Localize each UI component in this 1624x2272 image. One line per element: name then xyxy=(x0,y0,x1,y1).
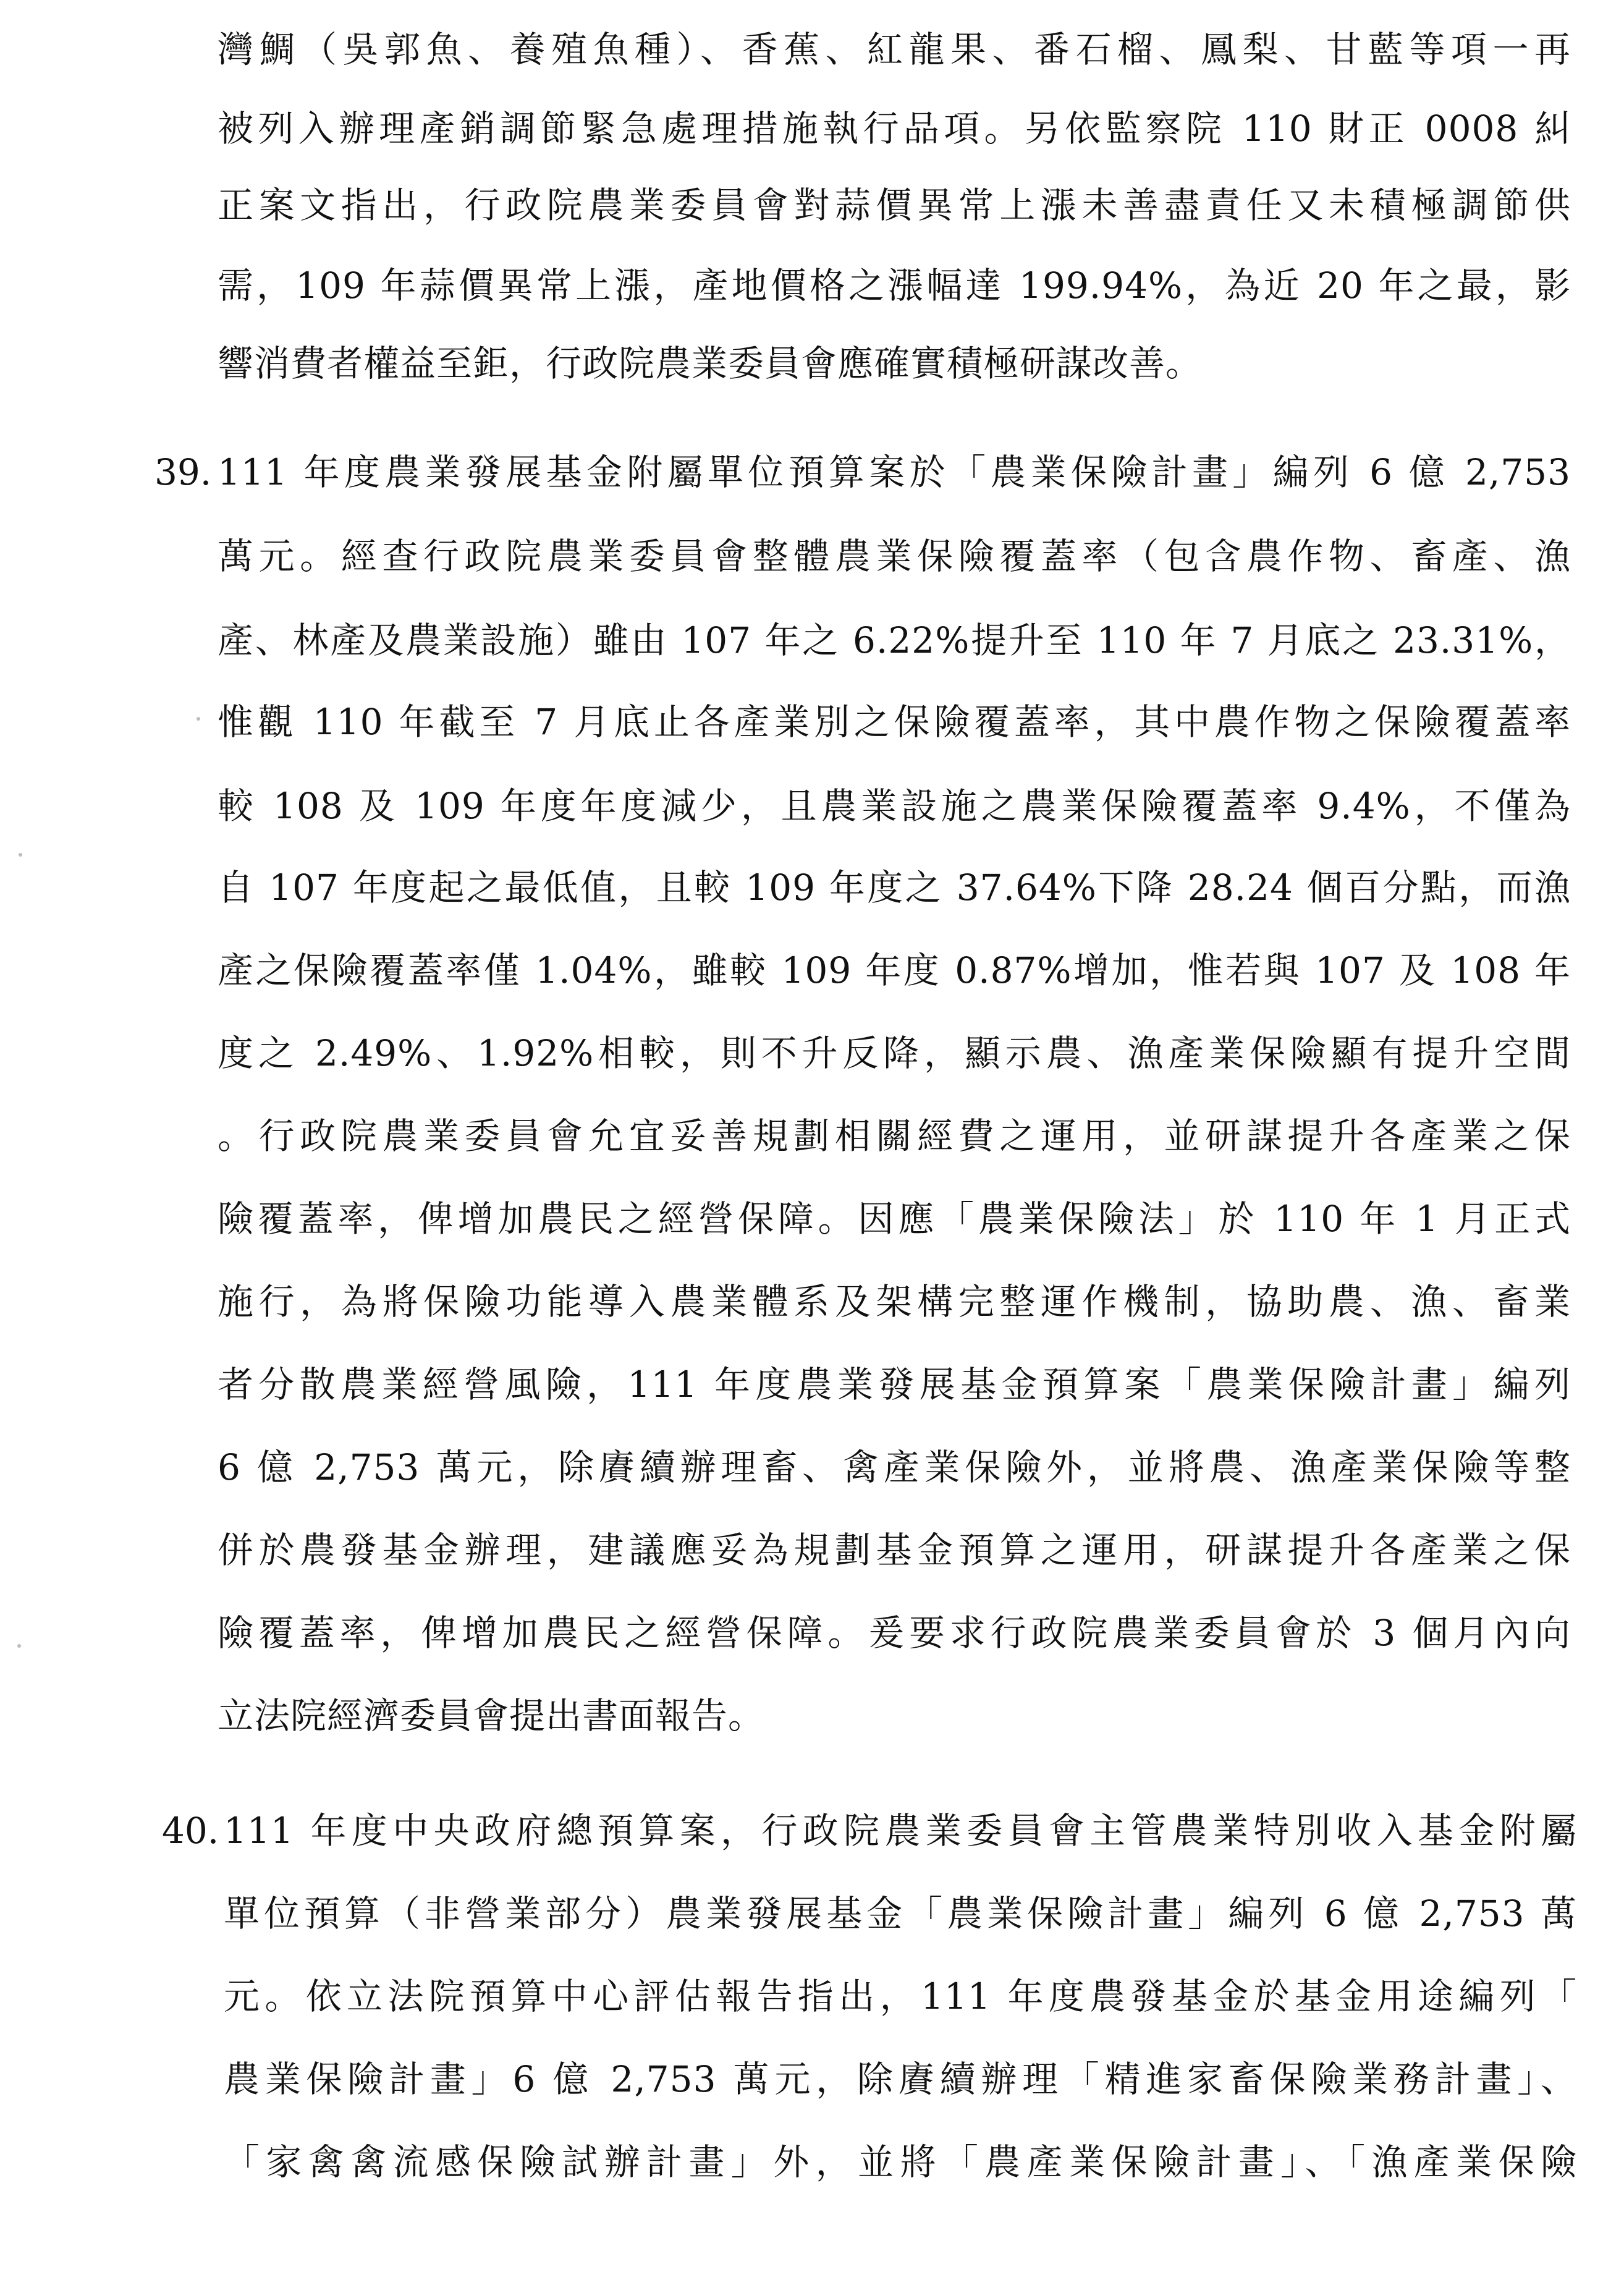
item-39-number: 39. xyxy=(154,451,212,493)
item-39-line-6: 自 107 年度起之最低值，且較 109 年度之 37.64%下降 28.24 個百分點，而漁 xyxy=(218,867,1571,909)
item-39-line-8: 度之 2.49%、1.92%相較，則不升反降，顯示農、漁產業保險顯有提升空間 xyxy=(218,1032,1571,1074)
item-39-line-7: 產之保險覆蓋率僅 1.04%，雖較 109 年度 0.87%增加，惟若與 107 及 108 年 xyxy=(218,949,1571,991)
item-39-line-13: 6 億 2,753 萬元，除賡續辦理畜、禽產業保險外，並將農、漁產業保險等整 xyxy=(218,1446,1571,1488)
item-39-line-2: 萬元。經查行政院農業委員會整體農業保險覆蓋率（包含農作物、畜產、漁 xyxy=(218,535,1571,577)
item-40-line-3: 元。依立法院預算中心評估報告指出，111 年度農發基金於基金用途編列「 xyxy=(224,1975,1577,2017)
item-39-line-16: 立法院經濟委員會提出書面報告。 xyxy=(218,1695,765,1737)
scan-speck xyxy=(19,853,22,857)
intro-line-5: 響消費者權益至鉅，行政院農業委員會應確實積極研謀改善。 xyxy=(218,342,1203,384)
item-39-line-10: 險覆蓋率，俾增加農民之經營保障。因應「農業保險法」於 110 年 1 月正式 xyxy=(218,1198,1571,1240)
item-39-line-9: 。行政院農業委員會允宜妥善規劃相關經費之運用，並研謀提升各產業之保 xyxy=(218,1115,1571,1157)
item-40-number: 40. xyxy=(162,1810,219,1852)
scan-speck xyxy=(197,717,200,721)
item-39-line-5: 較 108 及 109 年度年度減少，且農業設施之農業保險覆蓋率 9.4%，不僅為 xyxy=(218,785,1571,827)
item-40-line-1: 111 年度中央政府總預算案，行政院農業委員會主管農業特別收入基金附屬 xyxy=(224,1810,1577,1852)
item-40-line-5: 「家禽禽流感保險試辦計畫」外，並將「農產業保險計畫」、「漁產業保險 xyxy=(224,2141,1577,2183)
item-39-line-4: 惟觀 110 年截至 7 月底止各產業別之保險覆蓋率，其中農作物之保險覆蓋率 xyxy=(218,701,1571,743)
item-40-line-2: 單位預算（非營業部分）農業發展基金「農業保險計畫」編列 6 億 2,753 萬 xyxy=(224,1893,1577,1935)
intro-line-1: 灣鯛（吳郭魚、養殖魚種）、香蕉、紅龍果、番石榴、鳳梨、甘藍等項一再 xyxy=(218,28,1571,70)
intro-line-2: 被列入辦理產銷調節緊急處理措施執行品項。另依監察院 110 財正 0008 糾 xyxy=(218,108,1571,150)
item-40-line-4: 農業保險計畫」6 億 2,753 萬元，除賡續辦理「精進家畜保險業務計畫」、 xyxy=(224,2058,1577,2100)
intro-line-4: 需，109 年蒜價異常上漲，產地價格之漲幅達 199.94%，為近 20 年之最，影 xyxy=(218,265,1571,307)
item-39-line-1: 111 年度農業發展基金附屬單位預算案於「農業保險計畫」編列 6 億 2,753 xyxy=(218,451,1571,493)
item-39-line-3: 產、林產及農業設施）雖由 107 年之 6.22%提升至 110 年 7 月底之 23.31%， xyxy=(218,619,1571,661)
item-39-line-12: 者分散農業經營風險，111 年度農業發展基金預算案「農業保險計畫」編列 xyxy=(218,1363,1571,1405)
item-39-line-11: 施行，為將保險功能導入農業體系及架構完整運作機制，協助農、漁、畜業 xyxy=(218,1281,1571,1323)
intro-line-3: 正案文指出，行政院農業委員會對蒜價異常上漲未善盡責任又未積極調節供 xyxy=(218,184,1571,226)
item-39-line-15: 險覆蓋率，俾增加農民之經營保障。爰要求行政院農業委員會於 3 個月內向 xyxy=(218,1612,1571,1654)
item-39-line-14: 併於農發基金辦理，建議應妥為規劃基金預算之運用，研謀提升各產業之保 xyxy=(218,1529,1571,1571)
scan-speck xyxy=(17,1644,21,1648)
